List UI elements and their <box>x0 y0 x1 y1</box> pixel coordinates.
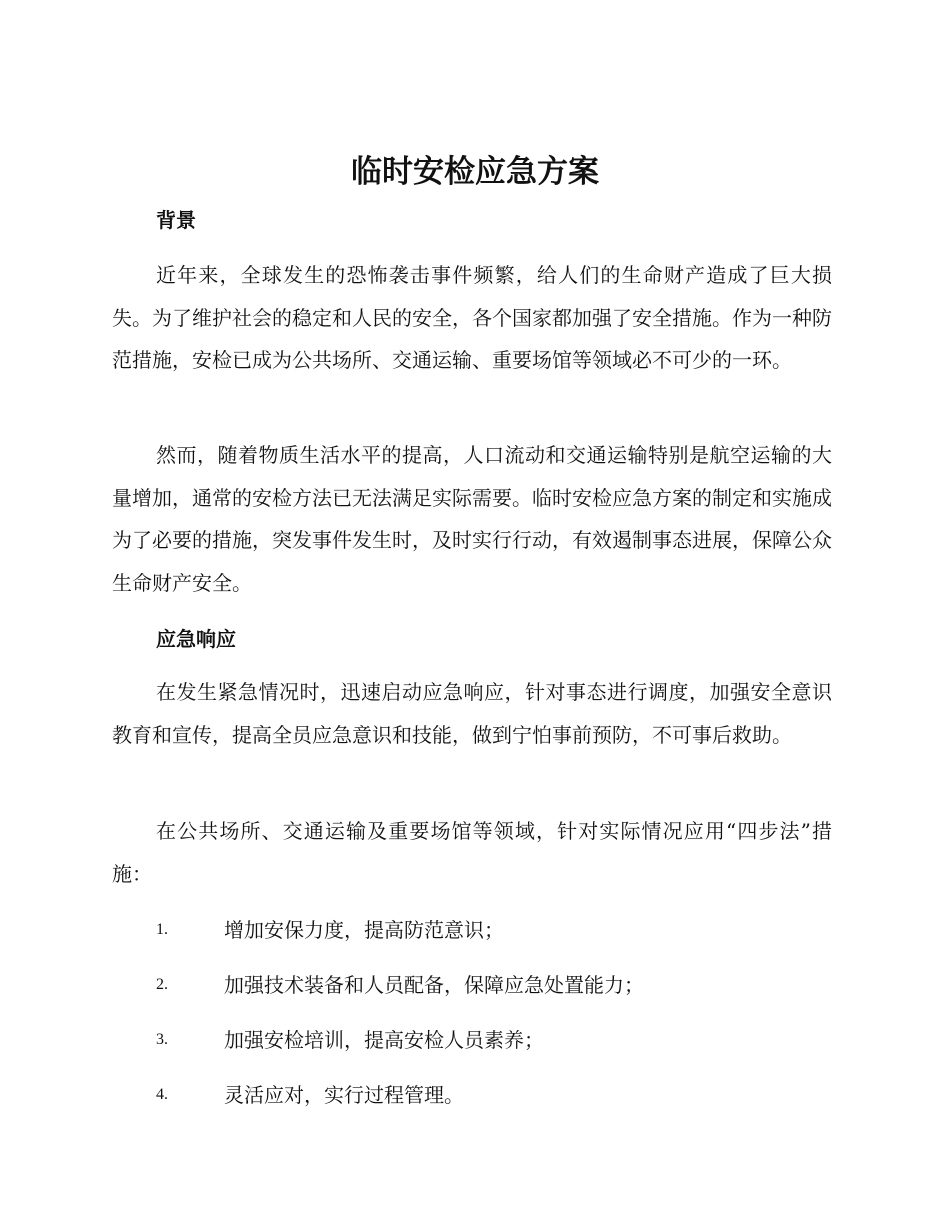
background-paragraph-1: 近年来，全球发生的恐怖袭击事件频繁，给人们的生命财产造成了巨大损失。为了维护社会的稳定和人民的安全，各个国家都加强了安全措施。作为一种防范措施，安检已成为公共场所、交通运输、重要场馆等领域必不可少的一环。 <box>112 263 832 372</box>
response-paragraph-2: 在公共场所、交通运输及重要场馆等领域，针对实际情况应用“四步法”措施： <box>112 819 832 886</box>
list-number: 4. <box>156 1086 168 1103</box>
list-text: 加强安检培训，提高安检人员素养； <box>224 1028 544 1052</box>
list-text: 灵活应对，实行过程管理。 <box>224 1083 464 1107</box>
section-heading-emergency-response: 应急响应 <box>156 627 236 651</box>
list-text: 加强技术装备和人员配备，保障应急处置能力； <box>224 973 644 997</box>
list-text: 增加安保力度，提高防范意识； <box>224 918 504 942</box>
document-title: 临时安检应急方案 <box>351 154 599 190</box>
response-paragraph-1: 在发生紧急情况时，迅速启动应急响应，针对事态进行调度，加强安全意识教育和宣传，提高全员应急意识和技能，做到宁怕事前预防，不可事后救助。 <box>112 680 832 747</box>
list-number: 1. <box>156 921 168 938</box>
list-number: 2. <box>156 976 168 993</box>
section-heading-background: 背景 <box>156 208 196 232</box>
list-number: 3. <box>156 1031 168 1048</box>
background-paragraph-2: 然而，随着物质生活水平的提高，人口流动和交通运输特别是航空运输的大量增加，通常的安检方法已无法满足实际需要。临时安检应急方案的制定和实施成为了必要的措施，突发事件发生时，及时实行行动，有效遏制事态进展，保障公众生命财产安全。 <box>112 443 832 595</box>
